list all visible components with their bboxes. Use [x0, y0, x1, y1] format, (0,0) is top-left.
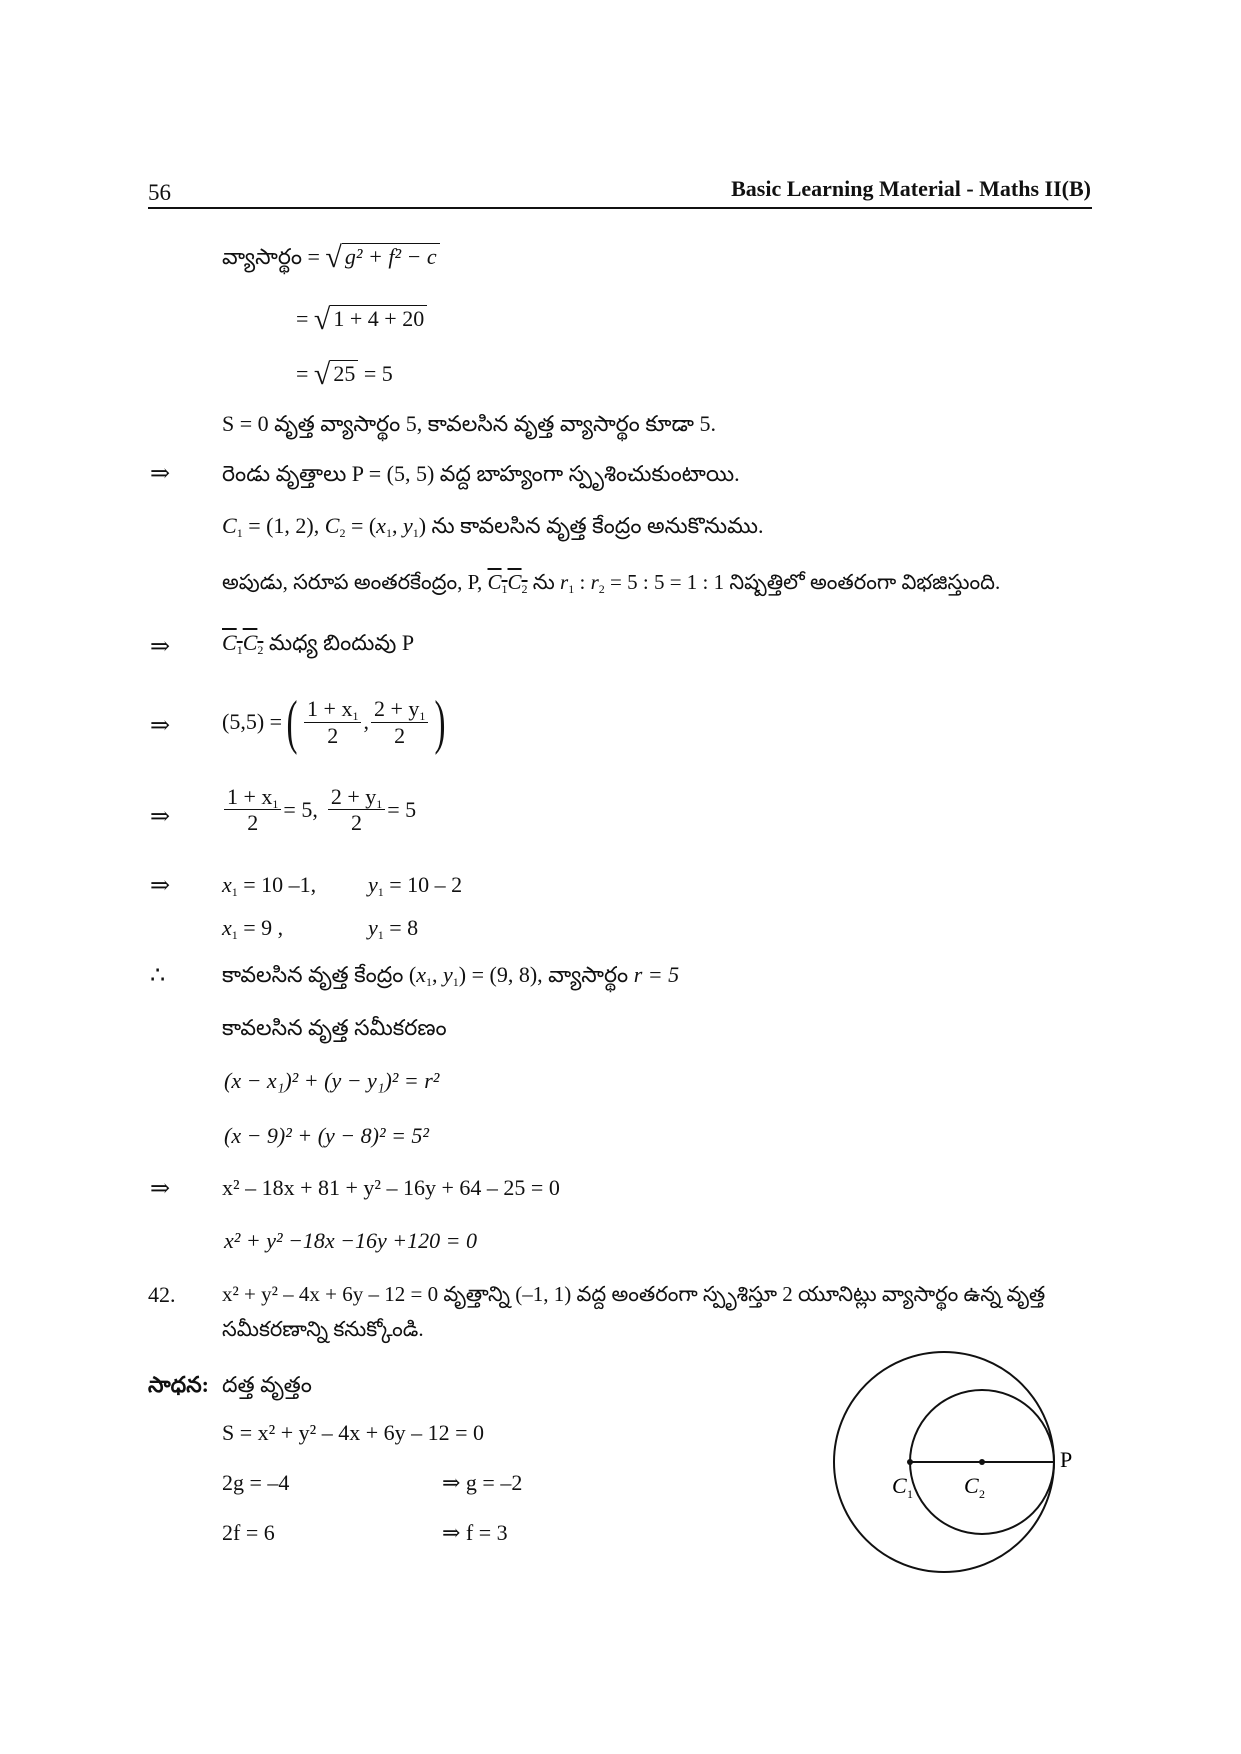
ratio-eq: = 5 : 5 = 1 : 1 నిష్పత్తిలో అంతరంగా విభజిస్తుంది.: [610, 570, 1001, 594]
radius-sqrt: √ g² + f² − c: [325, 240, 439, 276]
centres-c2: = (: [350, 513, 377, 538]
given-circle: దత్త వృత్తం: [222, 1372, 312, 1397]
c1-point: [907, 1459, 913, 1465]
eq2-body: 25: [330, 360, 358, 386]
implies-symbol: ⇒: [150, 804, 171, 830]
x1-line-1: $x_1 = 10$ –1,: [222, 872, 317, 899]
general-eq: (x − x₁)² + (y − y₁)² = r²: [224, 1068, 440, 1093]
radius-formula-line: [222, 240, 440, 276]
eq1-sqrt: √ 1 + 4 + 20: [314, 302, 427, 338]
eq-55: (5,5) =: [222, 708, 283, 734]
centres-tail: ) ను కావలసిన వృత్త కేంద్రం అనుకొనుము.: [418, 513, 764, 538]
question-text-2: సమీకరణాన్ని కనుక్కోండి.: [222, 1317, 424, 1341]
header-rule: [148, 207, 1092, 209]
implies-symbol: ⇒: [150, 873, 171, 899]
label-c1: C: [892, 1473, 907, 1498]
eq1-prefix: =: [296, 306, 309, 331]
label-c2: C: [964, 1473, 979, 1498]
s0-line: S = 0 వృత్త వ్యాసార్థం 5, కావలసిన వృత్త వ్యాసార్థం కూడా 5.: [222, 411, 716, 436]
centres-c1: = (1, 2),: [248, 513, 320, 538]
specific-eq: (x − 9)² + (y − 8)² = 5²: [224, 1123, 430, 1148]
ratio-line: అపుడు, సరూప అంతరకేంద్రం, P, $C_1C_2$ ను $r_1$ : $r_2 = 5$ : 5 = 1 : 1 నిష్పత్తిలో అంతరంగా విభజిస్తుంది.: [222, 570, 1001, 596]
ratio-pre: అపుడు, సరూప అంతరకేంద్రం, P,: [222, 570, 483, 594]
midpoint-eq: (5,5) = ( $\frac{1 + x_1}{2}$ , $\frac{2 + y_1}{2}$ ): [222, 689, 446, 755]
ratio-mid: ను: [532, 570, 555, 594]
eq1-body: 1 + 4 + 20: [330, 305, 427, 331]
implies-symbol: ⇒: [150, 1176, 171, 1202]
eq2-sqrt: √ 25: [314, 357, 358, 393]
implies-symbol: ⇒: [150, 461, 171, 487]
running-title: Basic Learning Material - Maths II(B): [731, 176, 1091, 201]
therefore-symbol: ∴: [150, 963, 166, 989]
y1-line-2: $y_1 = 8$: [368, 915, 419, 942]
label-p: P: [1060, 1447, 1073, 1472]
touch-line: రెండు వృత్తాలు P = (5, 5) వద్ద బాహ్యంగా స్పృశించుకుంటాయి.: [222, 461, 740, 486]
page-number: 56: [148, 180, 171, 205]
implies-symbol: ⇒: [150, 713, 171, 739]
x1-line-2: $x_1 = 9$ ,: [222, 915, 284, 942]
eq-five-a: = 5,: [283, 796, 318, 822]
frac-y: $\frac{2 + y_1}{2}$: [371, 696, 428, 748]
radius-eq-1: [296, 302, 427, 338]
implies-symbol: ⇒: [150, 634, 171, 660]
solution-label: సాధన:: [148, 1372, 209, 1397]
eq2-suffix: = 5: [363, 361, 393, 386]
radius-label: వ్యాసార్థం =: [222, 244, 320, 269]
g-result: ⇒ g = –2: [442, 1470, 523, 1495]
circles-diagram: [830, 1345, 1090, 1585]
c2-point: [979, 1459, 985, 1465]
fraction-eq: $\frac{1 + x_1}{2}$ = 5, $\frac{2 + y_1}{2}$ = 5: [222, 784, 416, 836]
s-eq: S = x² + y² – 4x + 6y – 12 = 0: [222, 1420, 485, 1445]
radius-formula: g² + f² − c: [344, 244, 437, 269]
f-result: ⇒ f = 3: [442, 1520, 508, 1545]
frac-x: $\frac{1 + x_1}{2}$: [304, 696, 361, 748]
question-number: 42.: [148, 1282, 176, 1307]
y1-line-1: $y_1 = 10 - 2$: [368, 872, 463, 899]
g-eq: 2g = –4: [222, 1470, 290, 1495]
eq2-prefix: =: [296, 361, 309, 386]
eq-five-b: = 5: [387, 796, 417, 822]
centres-line: $C_1 = (1$, 2), $C_2 = (x_1$, $y_1$) ను కావలసిన వృత్త కేంద్రం అనుకొనుము.: [222, 513, 764, 540]
label-c2-sub: 2: [979, 1487, 985, 1501]
midpoint-text: మధ్య బిందువు P: [268, 630, 415, 655]
centre-result: కావలసిన వృత్త కేంద్రం ($x_1$, $y_1) = (9$, 8), వ్యాసార్థం r = 5: [222, 962, 680, 989]
circle-eq-heading: కావలసిన వృత్త సమీకరణం: [222, 1015, 447, 1040]
f-eq: 2f = 6: [222, 1520, 275, 1545]
radius-eq-2: [296, 357, 393, 393]
final-eq: x² + y² −18x −16y +120 = 0: [224, 1228, 477, 1253]
label-c1-sub: 1: [907, 1487, 913, 1501]
midpoint-line: $C_1C_2$ మధ్య బిందువు P: [222, 630, 415, 657]
expanded-eq: x² – 18x + 81 + y² – 16y + 64 – 25 = 0: [222, 1175, 560, 1200]
question-text-1: x² + y² – 4x + 6y – 12 = 0 వృత్తాన్ని (–1, 1) వద్ద అంతరంగా స్పృశిస్తూ 2 యూనిట్లు వ్యాసార్థం ఉన్న వృత్త: [222, 1282, 1046, 1306]
